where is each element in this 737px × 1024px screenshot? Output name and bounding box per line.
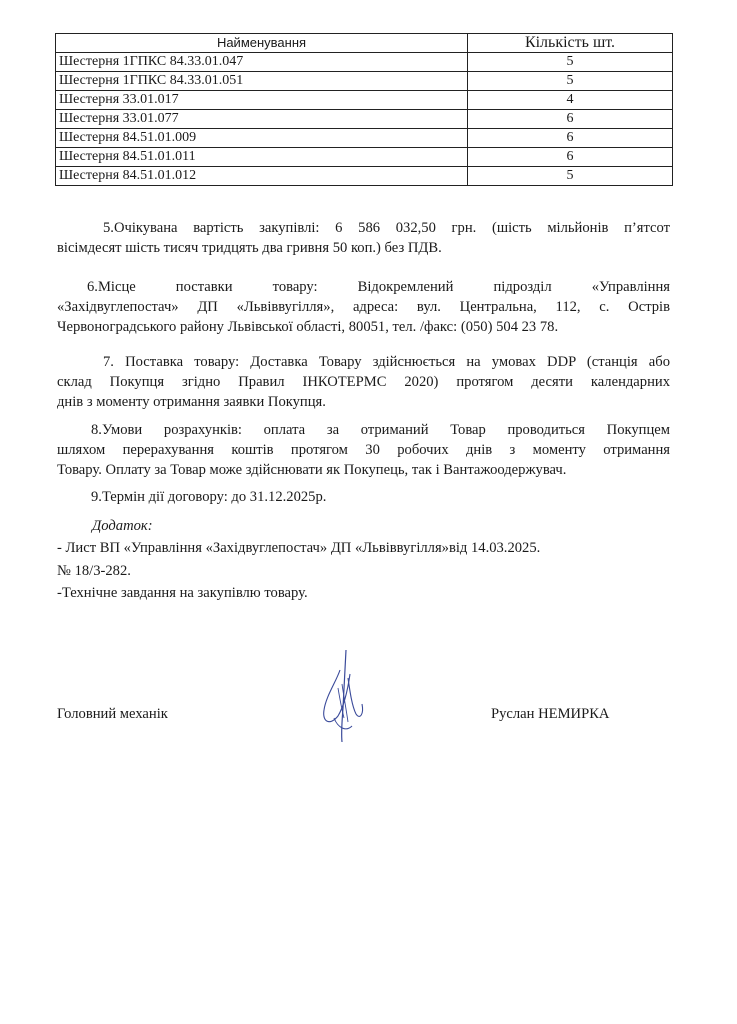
handwritten-signature-icon bbox=[312, 648, 372, 744]
table-row bbox=[56, 53, 673, 72]
item-quantity: 4 bbox=[468, 91, 673, 110]
table-row bbox=[56, 167, 673, 186]
addendum-line: -Технічне завдання на закупівлю товару. bbox=[57, 585, 308, 601]
text-line: Червоноградського району Львівської області, 80051, тел. /факс: (050) 504 23 78. bbox=[57, 319, 559, 335]
item-quantity: 6 bbox=[468, 129, 673, 148]
section-delivery-terms bbox=[57, 352, 670, 412]
text-line: 6.Місце поставки товару: Відокремлений підрозділ «Управління bbox=[87, 279, 670, 295]
item-quantity: 5 bbox=[468, 53, 673, 72]
item-quantity: 5 bbox=[468, 72, 673, 91]
item-name: Шестерня 84.51.01.009 bbox=[56, 129, 468, 148]
item-name: Шестерня 84.51.01.011 bbox=[56, 148, 468, 167]
text-line: 5.Очікувана вартість закупівлі: 6 586 032,50 грн. (шість мільйонів п’ятсот bbox=[103, 220, 670, 236]
table-row bbox=[56, 72, 673, 91]
section-expected-cost bbox=[57, 218, 670, 258]
item-name: Шестерня 1ГПКС 84.33.01.051 bbox=[56, 72, 468, 91]
text-line: днів з моменту отримання заявки Покупця. bbox=[57, 394, 326, 410]
text-line: Товару. Оплату за Товар може здійснювати як Покупець, так і Вантажоодержувач. bbox=[57, 462, 567, 478]
text-line: 7. Поставка товару: Доставка Товару здійснюється на умовах DDP (станція або bbox=[103, 354, 670, 370]
table-row bbox=[56, 91, 673, 110]
item-name: Шестерня 1ГПКС 84.33.01.047 bbox=[56, 53, 468, 72]
section-payment-terms bbox=[57, 420, 670, 480]
column-header-name: Найменування bbox=[56, 34, 468, 53]
column-header-quantity: Кількість шт. bbox=[468, 34, 673, 53]
table-header-row bbox=[56, 34, 673, 53]
addendum-title: Додаток: bbox=[92, 518, 153, 534]
text-line: склад Покупця згідно Правил ІНКОТЕРМС 2020) протягом десяти календарних bbox=[57, 374, 670, 390]
table-row bbox=[56, 129, 673, 148]
signatory-name: Руслан НЕМИРКА bbox=[491, 706, 610, 722]
item-name: Шестерня 33.01.017 bbox=[56, 91, 468, 110]
section-contract-term: 9.Термін дії договору: до 31.12.2025р. bbox=[91, 489, 327, 505]
text-line: шляхом перерахування коштів протягом 30 робочих днів з моменту отримання bbox=[57, 442, 670, 458]
section-delivery-place bbox=[57, 277, 670, 337]
table-row bbox=[56, 110, 673, 129]
addendum-line: - Лист ВП «Управління «Західвуглепостач» ДП «Львіввугілля»від 14.03.2025. bbox=[57, 540, 541, 556]
text-line: 8.Умови розрахунків: оплата за отриманий Товар проводиться Покупцем bbox=[91, 422, 670, 438]
item-name: Шестерня 84.51.01.012 bbox=[56, 167, 468, 186]
addendum-line: № 18/3-282. bbox=[57, 563, 131, 579]
item-quantity: 6 bbox=[468, 148, 673, 167]
table-row bbox=[56, 148, 673, 167]
text-line: «Західвуглепостач» ДП «Львіввугілля», адреса: вул. Центральна, 112, с. Острів bbox=[57, 299, 670, 315]
text-line: вісімдесят шість тисяч тридцять два гривня 50 коп.) без ПДВ. bbox=[57, 240, 442, 256]
items-table bbox=[55, 33, 673, 186]
item-name: Шестерня 33.01.077 bbox=[56, 110, 468, 129]
item-quantity: 6 bbox=[468, 110, 673, 129]
signatory-role: Головний механік bbox=[57, 706, 168, 722]
item-quantity: 5 bbox=[468, 167, 673, 186]
